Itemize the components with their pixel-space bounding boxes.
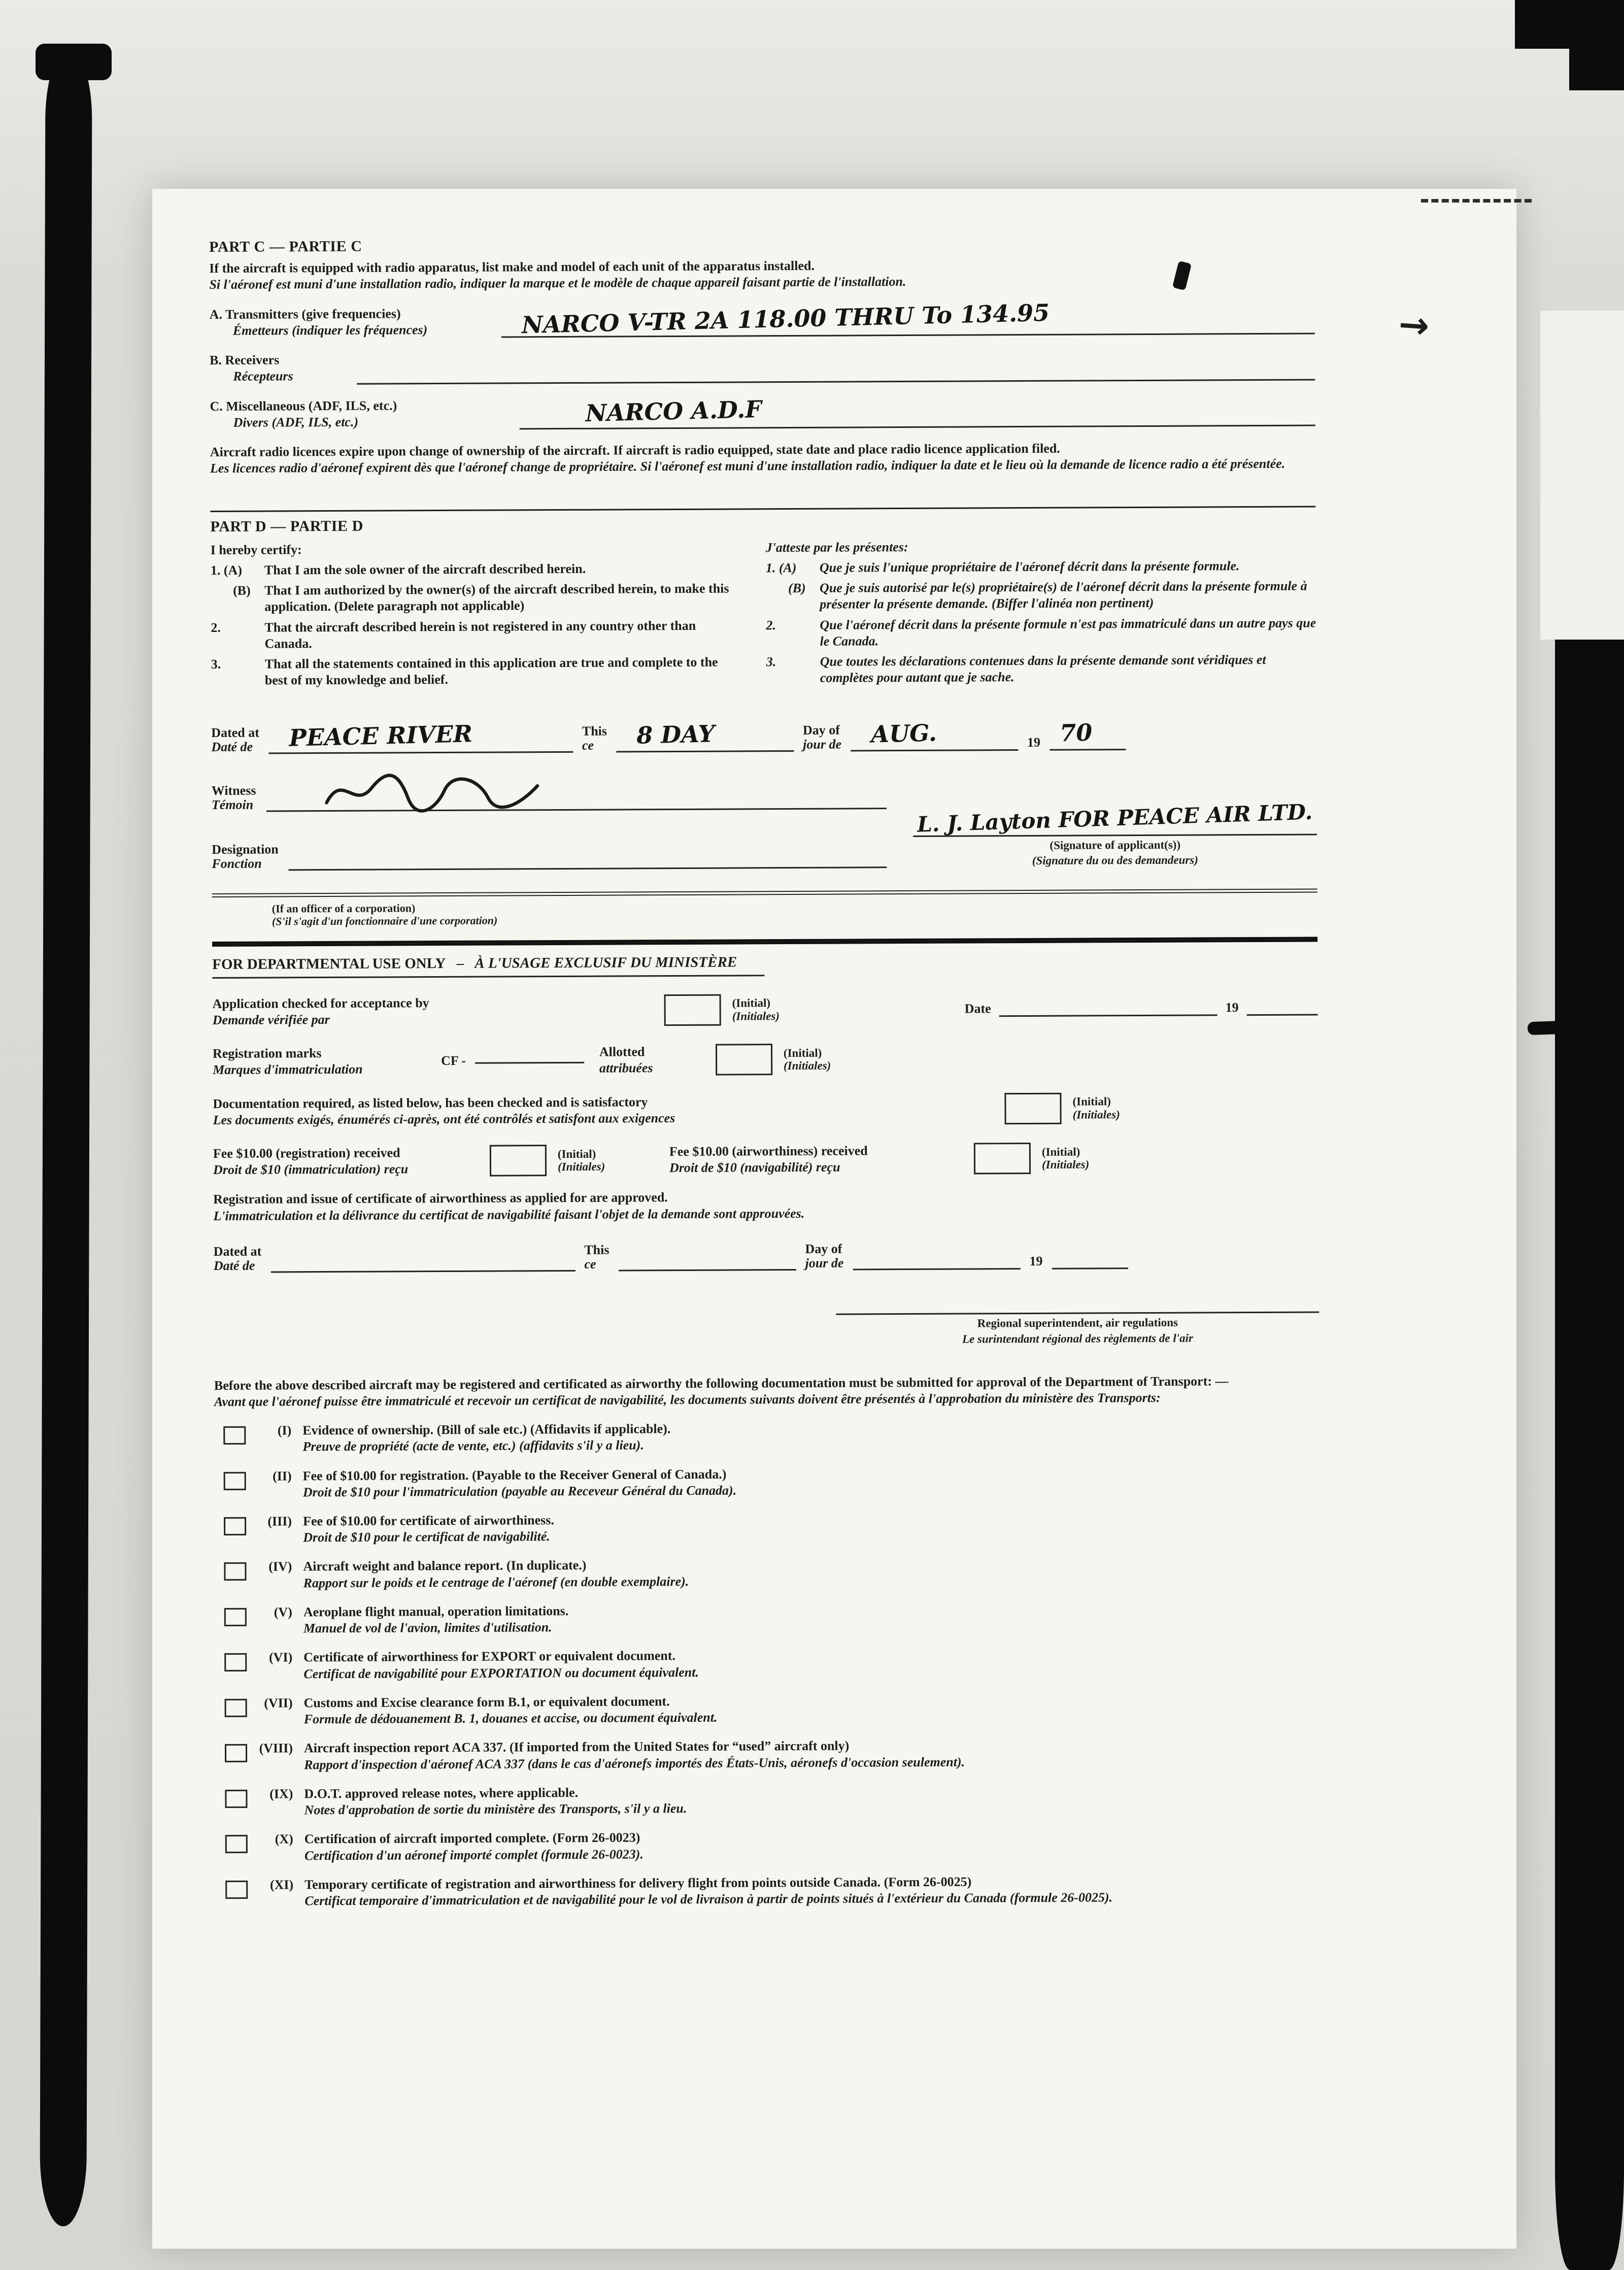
checklist-item-fr: Rapport d'inspection d'aéronef ACA 337 (dans le cas d'aéronefs importés des États-Unis, aéronefs d'occasion seulement). xyxy=(304,1754,965,1772)
checkbox xyxy=(225,1880,248,1898)
radio-licence-note-en: Aircraft radio licences expire upon change of ownership of the aircraft. If aircraft is radio equipped, state date and place radio licence application filed. xyxy=(210,441,1060,460)
fee-registration-initial-box xyxy=(490,1145,547,1176)
miscellaneous-field-line xyxy=(520,395,1315,430)
dated-place-handwritten: PEACE RIVER xyxy=(288,720,473,752)
departmental-heading-fr: À L'USAGE EXCLUSIF DU MINISTÈRE xyxy=(475,954,737,972)
checklist-item-fr: Formule de dédouanement B. 1, douanes et accise, ou document équivalent. xyxy=(303,1710,718,1727)
dept-this-en: This xyxy=(584,1242,610,1257)
checklist-item-text xyxy=(304,1872,1322,1909)
radio-licence-note xyxy=(210,440,1315,477)
part-d-section xyxy=(210,506,1317,928)
dept-dated-month-line xyxy=(853,1263,1020,1270)
dated-year-line xyxy=(1050,718,1126,751)
day-of-label xyxy=(803,723,841,751)
certify-item-num: 3. xyxy=(211,657,221,672)
applicant-signature-block xyxy=(913,779,1317,868)
this-fr: ce xyxy=(582,738,594,753)
fee-airworthiness-fr: Droit de $10 (navigabilité) reçu xyxy=(669,1159,840,1176)
checklist-item-num: (II) xyxy=(273,1468,292,1484)
superintendent-block xyxy=(836,1306,1319,1347)
checklist-item-num: (VII) xyxy=(264,1695,293,1711)
checklist-item-num: (III) xyxy=(267,1514,292,1529)
receivers-label-en: B. Receivers xyxy=(209,352,280,368)
witness-en: Witness xyxy=(211,783,256,798)
checklist-item-num: (IV) xyxy=(268,1559,292,1574)
initial-fr: (Initiales) xyxy=(1072,1108,1120,1121)
scan-edge-right xyxy=(1555,427,1624,2270)
certify-item xyxy=(766,615,1316,650)
certify-column-fr xyxy=(766,537,1316,687)
dept-year-prefix: 19 xyxy=(1029,1253,1043,1268)
certify-item-text: Que toutes les déclarations contenues dans la présente demande sont véridiques et complètes pour autant que je sache. xyxy=(820,652,1266,686)
fees-row xyxy=(213,1141,1318,1178)
certify-item-num: (B) xyxy=(788,581,806,596)
dated-at-label xyxy=(211,725,259,754)
certify-item-num: (B) xyxy=(232,583,251,598)
checkbox xyxy=(223,1426,246,1445)
initial-fr: (Initiales) xyxy=(1041,1158,1090,1172)
checklist-intro-fr: Avant que l'aéronef puisse être immatriculé et recevoir un certificat de navigabilité, les documents suivants doivent être présentés à l'approbation du ministère des Transports: xyxy=(214,1390,1161,1409)
witness-label xyxy=(212,783,266,812)
miscellaneous-handwritten-value: NARCO A.D.F xyxy=(585,395,762,427)
checklist-item-num: (I) xyxy=(277,1423,292,1438)
certify-item-num: 3. xyxy=(766,654,776,670)
checklist-item-num: (VIII) xyxy=(259,1741,293,1756)
designation-row xyxy=(212,840,887,871)
certify-item xyxy=(211,560,733,579)
departmental-section xyxy=(212,937,1319,1349)
dated-day-handwritten: 8 DAY xyxy=(636,719,715,749)
miscellaneous-row xyxy=(210,393,1315,431)
checklist-item-text xyxy=(304,1736,1321,1773)
checklist-item xyxy=(215,1463,1320,1501)
fee-registration-label xyxy=(213,1145,490,1179)
certify-columns xyxy=(211,537,1316,689)
initial-en: (Initial) xyxy=(783,1046,822,1059)
dept-dated-year-line xyxy=(1052,1263,1128,1270)
departmental-heading-en: FOR DEPARTMENTAL USE ONLY xyxy=(212,955,446,973)
radio-licence-note-fr: Les licences radio d'aéronef expirent dès que l'aéronef change de propriétaire. Si l'aéronef est muni d'une installation radio, indiquer la date et le lieu où la demande de licence radio a été présentée. xyxy=(210,456,1285,476)
transmitters-label xyxy=(210,305,501,339)
checklist-item-text xyxy=(303,1463,1320,1500)
registration-marks-fr: Marques d'immatriculation xyxy=(213,1062,363,1078)
superintendent-signature-line xyxy=(836,1306,1319,1315)
checklist-item-en: Temporary certificate of registration and airworthiness for delivery flight from points outside Canada. (Form 26-0025) xyxy=(304,1874,972,1892)
designation-label xyxy=(212,842,289,871)
certify-item-num: 2. xyxy=(211,620,221,635)
checklist-item-en: Aircraft inspection report ACA 337. (If imported from the United States for “used” aircraft only) xyxy=(303,1738,850,1756)
checklist-item-en: Fee of $10.00 for registration. (Payable to the Receiver General of Canada.) xyxy=(302,1466,727,1483)
dept-dated-day-line xyxy=(619,1264,796,1272)
documentation-required-fr: Les documents exigés, énumérés ci-après, ont été contrôlés et satisfont aux exigences xyxy=(213,1110,675,1127)
checklist-item xyxy=(214,1418,1319,1456)
dated-year-handwritten: 70 xyxy=(1059,718,1093,747)
checklist-intro xyxy=(214,1373,1319,1410)
officer-note-en: (If an officer of a corporation) xyxy=(272,902,416,915)
application-checked-fr: Demande vérifiée par xyxy=(212,1012,330,1027)
application-checked-row xyxy=(213,991,1318,1028)
signature-left-column xyxy=(212,781,887,871)
designation-fr: Fonction xyxy=(212,856,262,871)
superintendent-title-fr: Le surintendant régional des règlements de l'air xyxy=(962,1331,1193,1346)
checklist-item-text xyxy=(303,1645,1321,1682)
departmental-heading xyxy=(212,953,764,979)
checklist-item xyxy=(216,1781,1321,1819)
registration-marks-en: Registration marks xyxy=(212,1046,322,1061)
certify-item-text: That I am authorized by the owner(s) of the aircraft described herein, to make this application. (Delete paragraph not applicable) xyxy=(264,581,729,614)
checklist-item xyxy=(216,1872,1322,1910)
certify-item xyxy=(211,581,733,616)
scan-corner-top-right-2 xyxy=(1569,40,1624,90)
scan-edge-left xyxy=(40,49,92,2226)
certify-intro-en: I hereby certify: xyxy=(210,542,302,557)
officer-note-rule xyxy=(212,889,1317,898)
application-checked-en: Application checked for acceptance by xyxy=(212,995,429,1011)
certify-item xyxy=(766,578,1316,613)
checklist-item-fr: Droit de $10 pour le certificat de navigabilité. xyxy=(303,1529,550,1545)
fee-registration-fr: Droit de $10 (immatriculation) reçu xyxy=(213,1161,409,1178)
registration-marks-line xyxy=(475,1057,584,1064)
checklist-item-en: D.O.T. approved release notes, where applicable. xyxy=(304,1785,579,1801)
initial-caption xyxy=(732,996,780,1023)
dept-dated-at-label xyxy=(214,1245,262,1274)
certify-item-text: Que je suis l'unique propriétaire de l'aéronef décrit dans la présente formule. xyxy=(819,558,1240,575)
signature-caption-fr: (Signature du ou des demandeurs) xyxy=(1032,853,1199,867)
initial-caption xyxy=(1072,1095,1120,1121)
dated-at-en: Dated at xyxy=(211,725,259,740)
checklist-item-text xyxy=(303,1554,1320,1591)
checklist-item-text xyxy=(303,1509,1320,1546)
approval-statement-en: Registration and issue of certificate of airworthiness as applied for are approved. xyxy=(213,1190,668,1207)
checklist-item-num: (VI) xyxy=(268,1650,293,1665)
checklist-item-num: (IX) xyxy=(269,1786,293,1801)
applicant-signature-line xyxy=(913,799,1317,837)
witness-fr: Témoin xyxy=(211,797,254,812)
documentation-required-initial-box xyxy=(1004,1092,1061,1124)
transmitters-label-en: A. Transmitters (give frequencies) xyxy=(209,306,401,322)
initial-en: (Initial) xyxy=(1041,1145,1080,1158)
registration-marks-row xyxy=(213,1041,1318,1079)
checklist-item-fr: Certificat temporaire d'immatriculation et de navigabilité pour le vol de livraison à partir de points situés à l'extérieur du Canada (formule 26-0025). xyxy=(304,1890,1113,1909)
date-label: Date xyxy=(964,1001,991,1016)
dept-dated-place-line xyxy=(270,1265,575,1273)
part-c-heading: PART C — PARTIE C xyxy=(209,238,362,255)
applicant-signature-handwritten: L. J. Layton FOR PEACE AIR LTD. xyxy=(917,799,1313,838)
fee-airworthiness-en: Fee $10.00 (airworthiness) received xyxy=(669,1143,868,1159)
initial-caption xyxy=(558,1147,649,1174)
officer-note xyxy=(212,898,1317,928)
part-c-section xyxy=(209,232,1315,477)
checkbox xyxy=(224,1653,247,1672)
checklist-item-fr: Certification d'un aéronef importé complet (formule 26-0023). xyxy=(304,1846,644,1863)
allotted-fr: attribuées xyxy=(599,1060,653,1076)
receivers-label xyxy=(210,352,357,385)
certify-item xyxy=(211,617,733,652)
checklist-item-en: Evidence of ownership. (Bill of sale etc.) (Affidavits if applicable). xyxy=(302,1421,671,1438)
this-en: This xyxy=(582,723,607,739)
transmitters-label-fr: Émetteurs (indiquer les fréquences) xyxy=(232,322,428,338)
checklist-item-fr: Certificat de navigabilité pour EXPORTATION ou document équivalent. xyxy=(303,1664,699,1681)
checklist-item-fr: Notes d'approbation de sortie du ministère des Transports, s'il y a lieu. xyxy=(304,1800,687,1818)
checkbox xyxy=(224,1517,246,1535)
part-d-heading: PART D — PARTIE D xyxy=(210,517,364,535)
certify-item-text: Que l'aéronef décrit dans la présente formule n'est pas immatriculé dans un autre pays que le Canada. xyxy=(820,615,1316,649)
dated-row xyxy=(211,718,1316,754)
part-d-top-rule xyxy=(210,506,1315,512)
part-c-intro-fr: Si l'aéronef est muni d'une installation radio, indiquer la marque et le modèle de chaque appareil faisant partie de l'installation. xyxy=(209,274,906,292)
checklist-item-en: Aeroplane flight manual, operation limitations. xyxy=(303,1603,569,1620)
dated-place-line xyxy=(268,720,573,754)
checkbox xyxy=(225,1835,248,1853)
paper-notch-top-right xyxy=(1540,311,1624,640)
checklist-item-text xyxy=(304,1827,1322,1864)
date-year-line xyxy=(1247,1009,1318,1016)
dept-dated-at-fr: Daté de xyxy=(213,1258,255,1274)
day-of-fr: jour de xyxy=(803,737,842,752)
checklist-item-text xyxy=(302,1418,1319,1455)
dept-dated-at-en: Dated at xyxy=(213,1244,262,1259)
approval-statement xyxy=(213,1187,1318,1224)
checklist-item xyxy=(216,1690,1321,1728)
certify-item-text: That I am the sole owner of the aircraft described herein. xyxy=(264,561,586,578)
registration-marks-initial-box xyxy=(716,1044,772,1075)
checklist-item-fr: Manuel de vol de l'avion, limites d'utilisation. xyxy=(303,1620,552,1636)
certify-item xyxy=(766,557,1316,576)
initial-fr: (Initiales) xyxy=(557,1160,605,1174)
checklist-item xyxy=(215,1645,1321,1683)
application-checked-initial-box xyxy=(664,994,721,1025)
checklist-item-en: Aircraft weight and balance report. (In duplicate.) xyxy=(303,1558,587,1574)
scan-corner-top-left xyxy=(36,44,112,80)
designation-en: Designation xyxy=(212,842,279,857)
margin-arrow-mark: → xyxy=(1397,302,1431,348)
checklist-section xyxy=(214,1373,1322,1910)
checklist-item-en: Certificate of airworthiness for EXPORT or equivalent document. xyxy=(303,1648,676,1665)
pencil-dash-marks xyxy=(1421,199,1532,203)
witness-signature xyxy=(322,766,540,815)
checkbox xyxy=(224,1608,247,1626)
checklist-item-num: (V) xyxy=(274,1605,292,1620)
checklist-item-text xyxy=(303,1599,1321,1637)
fee-airworthiness-initial-box xyxy=(974,1143,1031,1174)
checklist-item xyxy=(216,1827,1322,1864)
documentation-required-en: Documentation required, as listed below, has been checked and is satisfactory xyxy=(213,1094,648,1111)
checklist-item-text xyxy=(304,1781,1321,1818)
checklist-item-en: Fee of $10.00 for certificate of airworthiness. xyxy=(302,1513,554,1529)
allotted-label xyxy=(599,1044,683,1077)
departmental-heading-dash: – xyxy=(456,955,464,972)
superintendent-title-en: Regional superintendent, air regulations xyxy=(977,1316,1178,1330)
dept-day-of-label xyxy=(805,1242,843,1271)
dated-month-handwritten: AUG. xyxy=(870,719,937,748)
signature-caption-en: (Signature of applicant(s)) xyxy=(1050,838,1181,852)
miscellaneous-label-fr: Divers (ADF, ILS, etc.) xyxy=(233,414,359,430)
documentation-required-label xyxy=(213,1092,1004,1128)
registration-marks-label xyxy=(213,1045,441,1078)
checklist-item-num: (XI) xyxy=(269,1877,294,1892)
this-label xyxy=(582,724,607,752)
officer-note-fr: (S'il s'agit d'un fonctionnaire d'une corporation) xyxy=(272,914,498,928)
certify-item xyxy=(211,654,734,689)
date-year-prefix: 19 xyxy=(1225,999,1239,1015)
year-prefix: 19 xyxy=(1027,735,1041,750)
checkbox xyxy=(224,1562,246,1581)
receivers-field-line xyxy=(357,374,1315,384)
checkbox xyxy=(225,1699,247,1717)
signature-area xyxy=(212,779,1317,871)
initial-en: (Initial) xyxy=(732,996,771,1010)
form-content xyxy=(209,232,1322,1910)
transmitters-handwritten-value: NARCO V-TR 2A 118.00 THRU To 134.95 xyxy=(521,298,1050,339)
initial-fr: (Initiales) xyxy=(783,1059,831,1073)
checklist-item-num: (X) xyxy=(275,1831,293,1847)
miscellaneous-label-en: C. Miscellaneous (ADF, ILS, etc.) xyxy=(210,397,397,414)
certify-intro-fr: J'atteste par les présentes: xyxy=(765,539,908,555)
checklist-item-fr: Preuve de propriété (acte de vente, etc.) (affidavits s'il y a lieu). xyxy=(302,1438,644,1454)
dated-at-fr: Daté de xyxy=(211,739,253,754)
checkbox xyxy=(225,1744,247,1762)
checklist-item xyxy=(216,1736,1321,1774)
dated-month-line xyxy=(851,719,1018,751)
initial-caption xyxy=(1042,1145,1090,1172)
checkbox xyxy=(225,1790,247,1808)
departmental-top-rule xyxy=(212,937,1317,947)
checklist-item-fr: Rapport sur le poids et le centrage de l'aéronef (en double exemplaire). xyxy=(303,1574,689,1590)
initial-en: (Initial) xyxy=(557,1147,596,1160)
checklist-item xyxy=(215,1599,1321,1637)
checklist-item-text xyxy=(304,1690,1321,1727)
cf-prefix: CF - xyxy=(441,1053,466,1069)
initial-en: (Initial) xyxy=(1072,1095,1111,1108)
checklist-item xyxy=(215,1509,1320,1546)
receivers-label-fr: Récepteurs xyxy=(233,369,293,384)
departmental-dated-row xyxy=(214,1240,1319,1273)
certify-item-num: 2. xyxy=(766,617,776,632)
fee-registration-en: Fee $10.00 (registration) received xyxy=(213,1145,400,1161)
certify-column-en xyxy=(211,540,734,689)
dept-day-of-fr: jour de xyxy=(805,1255,844,1271)
fee-airworthiness-label xyxy=(669,1142,974,1176)
checkbox xyxy=(224,1472,246,1490)
dept-this-label xyxy=(584,1243,609,1272)
dept-this-fr: ce xyxy=(584,1256,596,1272)
dated-day-line xyxy=(616,719,794,753)
designation-line xyxy=(289,862,887,871)
certify-item xyxy=(766,652,1316,687)
certify-item-num: 1. (A) xyxy=(765,560,797,576)
allotted-en: Allotted xyxy=(599,1044,645,1059)
application-checked-label xyxy=(213,994,497,1028)
day-of-en: Day of xyxy=(802,722,840,738)
form-page xyxy=(152,189,1516,2249)
checklist-item xyxy=(215,1554,1320,1592)
date-part xyxy=(965,999,1318,1017)
initial-caption xyxy=(784,1046,831,1073)
certify-item-num: 1. (A) xyxy=(210,562,243,578)
date-line xyxy=(999,1010,1217,1017)
certify-item-text: That the aircraft described herein is not registered in any country other than Canada. xyxy=(264,618,696,651)
documentation-required-row xyxy=(213,1091,1318,1128)
checklist-item-en: Customs and Excise clearance form B.1, or equivalent document. xyxy=(303,1693,670,1711)
checklist-intro-en: Before the above described aircraft may be registered and certificated as airworthy the following documentation must be submitted for approval of the Department of Transport: — xyxy=(214,1373,1229,1393)
receivers-row xyxy=(210,348,1315,385)
certify-item-text: That all the statements contained in this application are true and complete to the best of my knowledge and belief. xyxy=(264,654,718,688)
dept-day-of-en: Day of xyxy=(805,1241,842,1256)
transmitters-field-line xyxy=(501,298,1315,339)
miscellaneous-label xyxy=(210,397,519,431)
transmitters-row xyxy=(209,298,1315,339)
approval-statement-fr: L'immatriculation et la délivrance du certificat de navigabilité faisant l'objet de la demande sont approuvées. xyxy=(213,1206,805,1223)
witness-row xyxy=(212,781,887,812)
checklist-item-en: Certification of aircraft imported complete. (Form 26-0023) xyxy=(304,1830,640,1847)
initial-fr: (Initiales) xyxy=(732,1009,780,1023)
checklist-item-fr: Droit de $10 pour l'immatriculation (payable au Receveur Général du Canada). xyxy=(302,1483,737,1499)
witness-signature-line xyxy=(266,803,887,812)
part-c-intro-en: If the aircraft is equipped with radio apparatus, list make and model of each unit of the apparatus installed. xyxy=(209,258,815,276)
certify-item-text: Que je suis autorisé par le(s) propriétaire(s) de l'aéronef décrit dans la présente formule à présenter la présente demande. (Biffer l'alinéa non pertinent) xyxy=(819,578,1307,612)
